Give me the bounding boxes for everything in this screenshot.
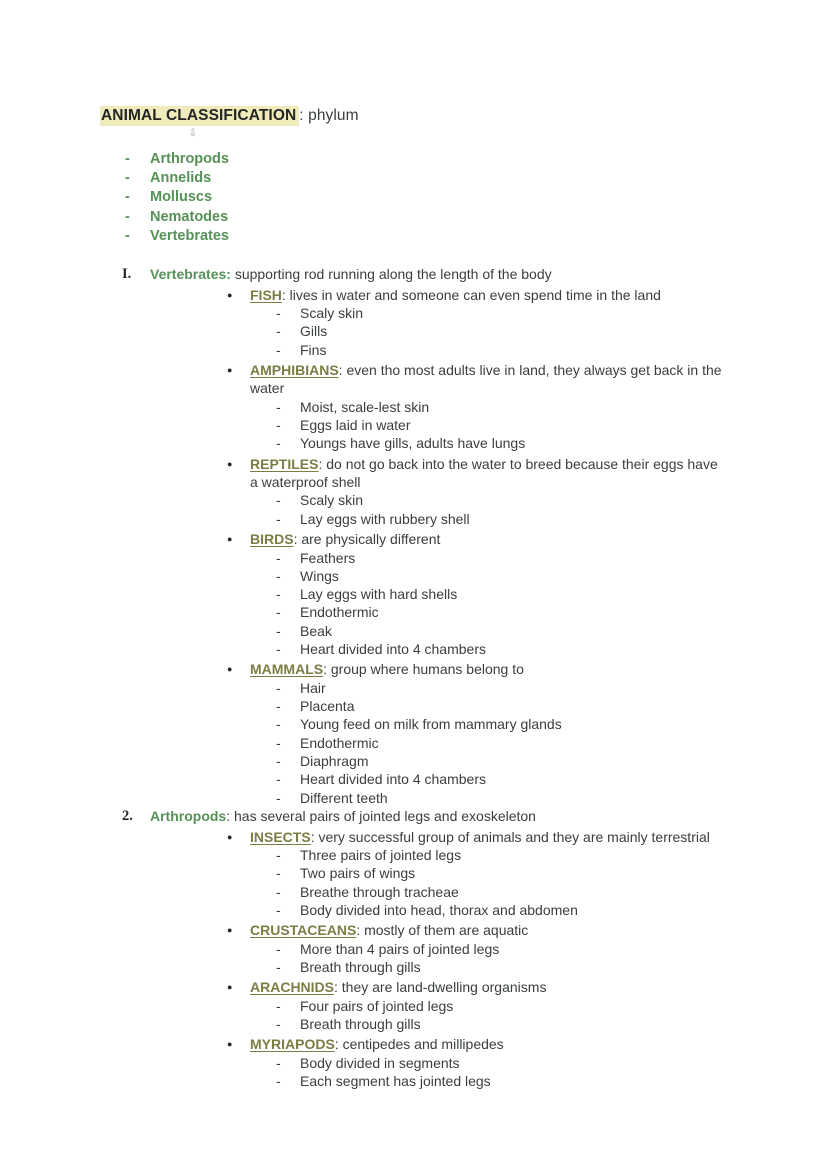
bullet-icon: ● [227,925,233,936]
feature-item [100,416,728,434]
feature-text: Each segment has jointed legs [300,1073,491,1090]
dash-icon: - [276,997,281,1014]
dash-icon: - [276,622,281,639]
feature-item [100,1015,728,1033]
taxon-heading-line [100,530,728,548]
section-description: supporting rod running along the length of the body [230,266,552,283]
phylum-list-item [100,150,728,169]
feature-item [100,341,728,359]
section-heading-line [100,807,728,826]
dash-icon: - [276,435,281,452]
feature-item [100,640,728,658]
bullet-icon: ● [227,458,233,469]
taxon-term: MYRIAPODS [250,1036,335,1053]
taxon-heading-line [100,1035,728,1053]
taxon-term: AMPHIBIANS [250,362,339,379]
taxon-term: REPTILES [250,455,319,472]
feature-text: Moist, scale-lest skin [300,398,430,415]
feature-item [100,864,728,882]
feature-text: Scaly skin [300,492,364,509]
feature-text: Three pairs of jointed legs [300,846,462,863]
feature-text: Eggs laid in water [300,417,411,434]
dash-icon: - [276,679,281,696]
section [100,265,728,807]
bullet-icon: ● [227,831,233,842]
dash-icon: - [276,752,281,769]
phylum-name: Arthropods [150,151,229,167]
taxon-group [100,1035,728,1090]
document-content [100,106,728,1090]
feature-item [100,846,728,864]
dash-icon: - [125,151,130,167]
feature-item [100,697,728,715]
taxon-term: CRUSTACEANS [250,922,357,939]
section-number: 2. [122,807,133,824]
dash-icon: - [276,1054,281,1071]
feature-text: Lay eggs with hard shells [300,586,458,603]
feature-item [100,958,728,976]
dash-icon: - [276,789,281,806]
taxon-group [100,828,728,919]
feature-text: Breath through gills [300,1015,421,1032]
dash-icon: - [276,492,281,509]
feature-item [100,752,728,770]
section-heading: Arthropods [150,807,227,824]
dash-icon: - [276,510,281,527]
feature-text: Endothermic [300,734,379,751]
dash-icon: - [276,1073,281,1090]
title-suffix-text: : phylum [299,107,359,124]
dash-icon: - [276,1015,281,1032]
taxon-description: : do not go back into the water to breed because their eggs have a waterproof shell [250,455,718,491]
phylum-list-item [100,169,728,188]
taxon-group [100,660,728,806]
dash-icon: - [276,771,281,788]
section-description: : has several pairs of jointed legs and exoskeleton [226,807,536,824]
feature-text: Beak [300,622,332,639]
dash-icon: - [276,958,281,975]
sections-list [100,265,728,1090]
feature-text: Scaly skin [300,305,364,322]
taxon-description: : mostly of them are aquatic [356,922,529,939]
dash-icon: - [276,567,281,584]
taxon-description: : lives in water and someone can even spend time in the land [281,286,661,303]
taxon-term: BIRDS [250,531,294,548]
feature-item [100,1054,728,1072]
feature-text: Breathe through tracheae [300,883,459,900]
phylum-name: Vertebrates [150,227,229,244]
phylum-list [100,150,728,246]
feature-item [100,603,728,621]
feature-item [100,940,728,958]
taxon-group [100,286,728,359]
dash-icon: - [125,189,130,206]
feature-text: Lay eggs with rubbery shell [300,510,470,527]
taxon-term: FISH [250,286,282,303]
feature-text: Gills [300,323,328,340]
feature-text: Endothermic [300,604,379,621]
dash-icon: - [276,417,281,434]
feature-text: Youngs have gills, adults have lungs [300,435,526,452]
feature-text: More than 4 pairs of jointed legs [300,940,500,957]
dash-icon: - [276,846,281,863]
feature-text: Breath through gills [300,958,421,975]
feature-text: Placenta [300,698,355,715]
page-title [100,106,728,126]
dash-icon: - [276,865,281,882]
taxon-description: : centipedes and millipedes [334,1036,504,1053]
taxon-term: MAMMALS [250,661,324,678]
title-highlighted-text: ANIMAL CLASSIFICATION [100,106,299,126]
phylum-name: Nematodes [150,208,229,225]
feature-item [100,1072,728,1090]
section-heading-line [100,265,728,284]
phylum-name: Molluscs [150,189,213,206]
dash-icon: - [125,208,130,225]
phylum-list-item [100,208,728,227]
taxon-term: ARACHNIDS [250,979,334,996]
taxon-group [100,978,728,1033]
feature-item [100,567,728,585]
feature-item [100,734,728,752]
feature-text: Heart divided into 4 chambers [300,641,486,657]
taxon-group [100,455,728,528]
feature-text: Hair [300,679,326,696]
taxon-description: : they are land-dwelling organisms [334,979,547,996]
feature-item [100,398,728,416]
taxon-heading-line [100,286,728,304]
dash-icon: - [276,901,281,918]
feature-text: Two pairs of wings [300,865,416,882]
feature-text: Wings [300,567,339,584]
feature-text: Four pairs of jointed legs [300,997,454,1014]
feature-text: Heart divided into 4 chambers [300,771,486,788]
feature-item [100,304,728,322]
feature-text: Body divided into head, thorax and abdomen [300,901,578,918]
section [100,807,728,1091]
taxon-term: INSECTS [250,828,311,845]
feature-item [100,901,728,919]
dash-icon: - [276,323,281,340]
taxon-heading-line [100,921,728,939]
feature-text: Diaphragm [300,752,369,769]
bullet-icon: ● [227,982,233,993]
taxon-description: : are physically different [293,531,441,548]
feature-item [100,510,728,528]
taxon-heading-line [100,828,728,846]
section-number: I. [122,266,132,283]
feature-item [100,997,728,1015]
taxon-group [100,921,728,976]
taxon-heading-line [100,455,728,492]
section-heading: Vertebrates: [150,266,231,283]
feature-item [100,549,728,567]
feature-item [100,883,728,901]
feature-item [100,715,728,733]
feature-item [100,322,728,340]
phylum-name: Annelids [150,170,212,187]
dash-icon: - [276,305,281,322]
taxon-group [100,361,728,452]
phylum-list-item [100,188,728,207]
dash-icon: - [125,170,130,187]
dash-icon: - [276,734,281,751]
taxon-heading-line [100,361,728,398]
dash-icon: - [276,698,281,715]
dash-icon: - [276,398,281,415]
taxon-description: : group where humans belong to [323,661,524,678]
dash-icon: - [276,586,281,603]
dash-icon: - [125,227,130,244]
taxon-description: : even tho most adults live in land, they always get back in the water [250,362,722,397]
feature-item [100,434,728,452]
bullet-icon: ● [227,289,233,300]
dash-icon: - [276,940,281,957]
bullet-icon: ● [227,365,233,376]
feature-item [100,622,728,640]
feature-text: Body divided in segments [300,1054,460,1071]
dash-icon: - [276,716,281,733]
bullet-icon: ● [227,664,233,675]
taxon-group [100,530,728,658]
dash-icon: - [276,604,281,621]
feature-text: Different teeth [300,789,388,806]
taxon-heading-line [100,660,728,678]
feature-item [100,679,728,697]
bullet-icon: ● [227,1039,233,1050]
dash-icon: - [276,883,281,900]
feature-text: Young feed on milk from mammary glands [300,716,562,733]
taxon-heading-line [100,978,728,996]
feature-item [100,585,728,603]
bullet-icon: ● [227,534,233,545]
phylum-list-item [100,227,728,246]
feature-item [100,491,728,509]
collapse-arrow-icon[interactable]: ⇩ [188,128,198,139]
dash-icon: - [276,641,281,657]
feature-item [100,789,728,807]
dash-icon: - [276,549,281,566]
feature-text: Fins [300,341,327,358]
taxon-description: : very successful group of animals and they are mainly terrestrial [310,828,710,845]
feature-text: Feathers [300,549,356,566]
feature-item [100,770,728,788]
dash-icon: - [276,341,281,358]
